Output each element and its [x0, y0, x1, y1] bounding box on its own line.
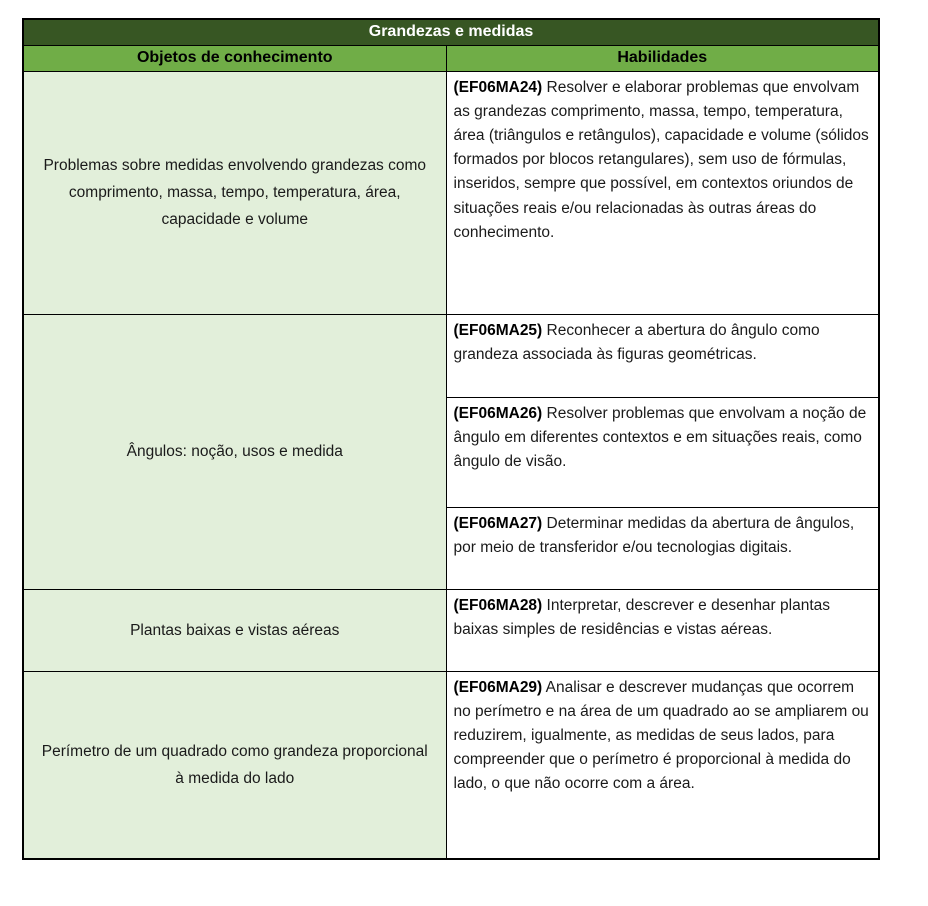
table-row	[23, 314, 879, 397]
habilidade-cell-ef06ma28	[446, 589, 879, 671]
habilidade-cell-ef06ma24	[446, 71, 879, 314]
habilidade-text: Analisar e descrever mudanças que ocorrem no perímetro e na área de um quadrado ao se ampliarem ou reduzirem, igualmente, as medidas de seus lados, para compreender que o perímetro é proporcional à medida do lado, o que não ocorre com a área.	[453, 678, 869, 793]
column-header-objetos: Objetos de conhecimento	[23, 45, 446, 71]
curriculum-table	[22, 18, 880, 860]
habilidade-code: (EF06MA29)	[453, 678, 543, 696]
habilidade-cell-ef06ma26	[446, 397, 879, 507]
habilidade-text: Interpretar, descrever e desenhar plantas baixas simples de residências e vistas aéreas.	[453, 596, 831, 638]
habilidade-cell-ef06ma29	[446, 671, 879, 859]
objeto-cell-perimetro: Perímetro de um quadrado como grandeza proporcional à medida do lado	[23, 671, 446, 859]
habilidade-cell-ef06ma27	[446, 507, 879, 589]
table-header-row	[23, 45, 879, 71]
habilidade-code: (EF06MA27)	[453, 514, 543, 532]
table-title-row	[23, 19, 879, 45]
table-title: Grandezas e medidas	[23, 19, 879, 45]
habilidade-code: (EF06MA25)	[453, 321, 543, 339]
habilidade-code: (EF06MA24)	[453, 78, 543, 96]
habilidade-text: Resolver e elaborar problemas que envolvam as grandezas comprimento, massa, tempo, temperatura, área (triângulos e retângulos), capacidade e volume (sólidos formados por blocos retangulares), sem uso de fórmulas, inseridos, sempre que possível, em contextos oriundos de situações reais e/ou relacionadas às outras áreas do conhecimento.	[453, 78, 869, 241]
habilidade-text: Determinar medidas da abertura de ângulos, por meio de transferidor e/ou tecnologias digitais.	[453, 514, 855, 556]
objeto-cell-plantas: Plantas baixas e vistas aéreas	[23, 589, 446, 671]
table-row	[23, 589, 879, 671]
habilidade-code: (EF06MA28)	[453, 596, 543, 614]
objeto-cell-medidas: Problemas sobre medidas envolvendo grandezas como comprimento, massa, tempo, temperatura, área, capacidade e volume	[23, 71, 446, 314]
table-row	[23, 71, 879, 314]
habilidade-code: (EF06MA26)	[453, 404, 543, 422]
table-row	[23, 671, 879, 859]
objeto-cell-angulos: Ângulos: noção, usos e medida	[23, 314, 446, 589]
column-header-habilidades: Habilidades	[446, 45, 879, 71]
habilidade-text: Resolver problemas que envolvam a noção de ângulo em diferentes contextos e em situações reais, como ângulo de visão.	[453, 404, 867, 470]
habilidade-text: Reconhecer a abertura do ângulo como grandeza associada às figuras geométricas.	[453, 321, 820, 363]
habilidade-cell-ef06ma25	[446, 314, 879, 397]
